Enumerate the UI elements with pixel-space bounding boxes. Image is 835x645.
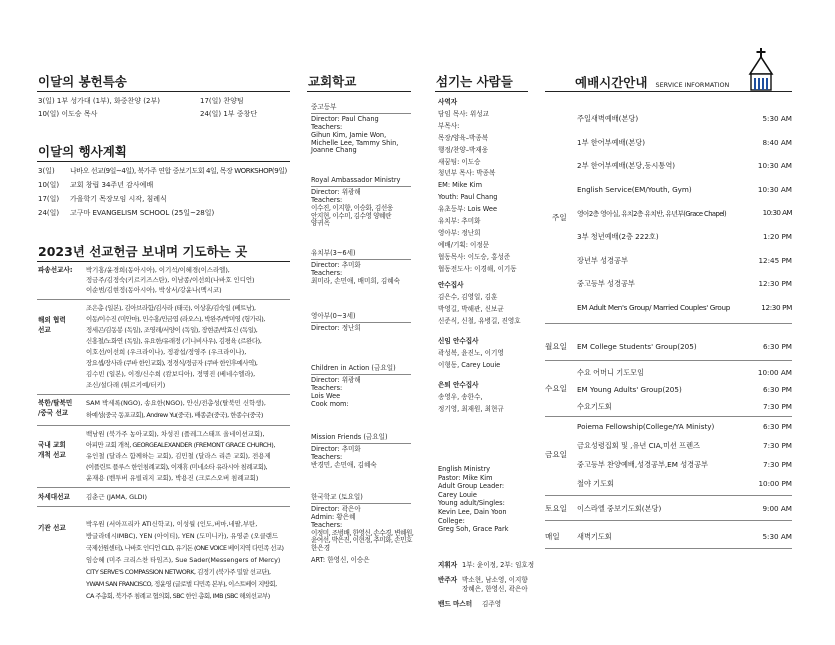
row-divider xyxy=(545,416,792,417)
service-time: 8:40 AM xyxy=(762,138,792,147)
service-name: English Service(EM/Youth, Gym) xyxy=(577,185,692,194)
section-title: 중고등부 xyxy=(311,103,337,111)
service-item: 3(일) 1부 성가대 (1부), 화중찬양 (2부) xyxy=(38,97,160,105)
service-time: 10:30 AM xyxy=(757,185,792,194)
school-section xyxy=(311,249,413,286)
section-title: 영아부(0~3세) xyxy=(311,312,356,320)
schedule-title-en: SERVICE INFORMATION xyxy=(655,81,730,89)
mission-line: 박기홍/윤경희(동아시아), 이기석/이혜경(이스라엘), xyxy=(86,266,230,274)
service-time: 10:00 AM xyxy=(757,368,792,377)
staff-line: Carey Louie xyxy=(438,490,477,499)
service-name: EM College Students' Group(205) xyxy=(577,342,697,351)
mission-line: 윤재용 (벤투버 유빌리지 교회), 박용진 (크로스오버 침례교회) xyxy=(86,474,259,482)
footer-text: 장혜은, 한영신, 곽은아 xyxy=(462,585,528,593)
service-time: 1:20 PM xyxy=(763,232,792,241)
divider xyxy=(435,91,528,92)
service-name: 철야 기도회 xyxy=(577,479,615,488)
section-title: 한국학교 (토요일) xyxy=(311,493,363,501)
service-time: 7:30 PM xyxy=(763,402,792,411)
schedule-row xyxy=(577,422,792,431)
mission-label: 차세대선교 xyxy=(38,493,70,501)
school-title: 교회학교 xyxy=(308,74,357,89)
church-icon xyxy=(748,48,774,92)
mission-label: 국내 교회 xyxy=(38,441,66,449)
schedule-row xyxy=(577,208,792,218)
section-line: Michelle Lee, Tammy Shin, xyxy=(311,138,399,147)
mission-label: 선교 xyxy=(38,326,51,334)
divider xyxy=(37,91,290,92)
footer-text: 박소현, 남소영, 이지향 xyxy=(462,576,528,584)
staff-line: Adult Group Leader: xyxy=(438,482,505,491)
mission-label: 기관 선교 xyxy=(38,524,66,532)
section-line: 한은경 xyxy=(311,544,331,553)
service-name: 새벽기도회 xyxy=(577,532,612,541)
section-line: 반경민, 손민애, 김혜숙 xyxy=(311,460,377,469)
schedule-title-ko: 예배시간안내 xyxy=(575,75,648,90)
schedule-row xyxy=(577,138,792,148)
schedule-row xyxy=(577,185,792,194)
school-section xyxy=(311,493,413,565)
day-label: 매일 xyxy=(545,532,560,541)
service-time: 6:30 PM xyxy=(763,385,792,394)
service-time: 5:30 AM xyxy=(762,114,792,123)
day-label: 수요일 xyxy=(545,384,568,393)
staff-line: 김은수, 김영일, 김훈 xyxy=(438,292,498,301)
footer-text: 김주영 xyxy=(482,600,502,608)
section-line: Lois Wee xyxy=(311,391,341,400)
service-time: 12:30 PM xyxy=(761,303,792,312)
staff-line: Youth: Paul Chang xyxy=(438,193,498,202)
staff-line: 새꿈팀: 이도승 xyxy=(438,157,481,166)
staff-line: 청년부 목사: 박종복 xyxy=(438,169,496,178)
section-line: Teachers: xyxy=(311,453,343,461)
staff-line: Kevin Lee, Dain Yoon xyxy=(438,507,507,516)
staff-line: 예배/기획: 이정문 xyxy=(438,240,490,249)
staff-line: College: xyxy=(438,516,465,525)
row-divider xyxy=(37,394,290,395)
section-line: Director: 정난희 xyxy=(311,324,361,333)
mission-line: CITY SERVE'S COMPASSION NETWORK, 김정기 (북가주 밀알 선교단), xyxy=(86,568,271,576)
english-ministry xyxy=(438,465,509,534)
service-item: 17(일) 찬양팀 xyxy=(200,97,244,105)
staff-line: 유치부: 추미화 xyxy=(438,217,481,226)
mission-line: 김춘근 (JAMA, GLDI) xyxy=(86,493,147,501)
schedule-row xyxy=(577,256,792,266)
staff-line: 정기영, 최재원, 최현규 xyxy=(438,404,504,413)
row-divider xyxy=(545,548,792,549)
row-divider xyxy=(37,299,290,300)
mission-label: 파송선교사: xyxy=(38,266,73,274)
service-item: 24(일) 1부 중창단 xyxy=(200,110,258,118)
service-time: 7:30 PM xyxy=(763,460,792,469)
schedule-row xyxy=(577,161,792,171)
service-name: 2부 한어부예배(본당,동시통역) xyxy=(577,161,676,170)
footer-label: 밴드 마스터 xyxy=(438,600,473,608)
mission-line: 박우원 (서아프리카 ATI신학교), 이성월 (인도,버마,네팔,부탄, xyxy=(86,520,258,528)
event-text: 가을학기 목장모임 시작, 침례식 xyxy=(70,195,167,203)
section-line: Teachers: xyxy=(311,384,343,392)
mission-label: 개척 선교 xyxy=(38,451,66,459)
mission-line: 이순범/김현정(동아시아), 박상서/강윤나(멕시코) xyxy=(86,286,222,294)
schedule-row xyxy=(577,279,792,289)
section-title: Children in Action (금요일) xyxy=(311,364,396,372)
group-head: 은퇴 안수집사 xyxy=(438,381,479,389)
service-name: 금요성령집회 및 ,유년 CIA,미션 프렌즈 xyxy=(577,441,700,450)
mission-line: 임승혜 (미주 크리스찬 타임즈), Sue Sader(Messengers of Mercy) xyxy=(86,556,281,564)
service-time: 5:30 AM xyxy=(762,532,792,541)
service-time: 7:30 PM xyxy=(763,441,792,450)
service-time: 10:30 AM xyxy=(762,208,792,217)
group-head: 사역자 xyxy=(438,98,458,106)
schedule-row xyxy=(577,479,792,489)
event-text: 교회 창립 34주년 감사예배 xyxy=(70,181,154,189)
service-name: 장년부 성경공부 xyxy=(577,256,628,265)
event-date: 10(일) xyxy=(38,181,60,189)
section-title: Royal Ambassador Ministry xyxy=(311,176,401,184)
row-divider xyxy=(37,487,290,488)
service-name: 1부 한어부예배(본당) xyxy=(577,138,646,147)
schedule-row xyxy=(577,232,792,242)
event-text: 고구마 EVANGELISM SCHOOL (25일~28일) xyxy=(70,209,215,217)
section-line: Director: 추미화 xyxy=(311,261,361,270)
section-line: Director: 위광해 xyxy=(311,376,361,385)
staff-line: 신준식, 신철, 유병길, 진영호 xyxy=(438,316,521,325)
event-text: 나바오 선교(9일~4일), 북가주 연합 중보기도회 4일, 목장 WORKSHOP(9일) xyxy=(70,167,287,175)
service-name: 3부 청년예배(2층 222호) xyxy=(577,232,659,241)
service-time: 6:30 PM xyxy=(763,422,792,431)
mission-line: 조신/설다래 (튀르키예/터키) xyxy=(86,381,166,389)
schedule-row xyxy=(577,441,792,451)
school-section xyxy=(311,103,413,155)
section-line: ART: 한영신, 이승은 xyxy=(311,555,370,564)
group-head: 안수집사 xyxy=(438,281,464,289)
section-line: Admin: 황은혜 xyxy=(311,513,356,521)
schedule-row xyxy=(577,385,792,394)
section-line: 이정미, 조범배, 한영신, 손수경, 변혜원, xyxy=(311,528,414,537)
schedule-title xyxy=(575,72,729,91)
mission-line: 조은총 (일본), 김아브라함/김사라 (태국), 이상훈/김숙일 (베트남), xyxy=(86,304,256,312)
service-name: 수요 어머니 기도모임 xyxy=(577,368,645,377)
school-section xyxy=(311,176,413,228)
mission-label: /중국 선교 xyxy=(38,409,69,417)
schedule-row xyxy=(577,402,792,412)
section-line: Teachers: xyxy=(311,196,343,204)
section-divider xyxy=(311,374,411,375)
day-label: 토요일 xyxy=(545,504,568,513)
servers-title: 섬기는 사람들 xyxy=(436,74,513,89)
staff-group xyxy=(438,97,517,276)
staff-line: 목장/양육–박종복 xyxy=(438,133,489,142)
services-title: 이달의 봉헌특송 xyxy=(38,74,127,89)
mission-line: 신홍철/노화연 (독일), 유요한/유래정 (기니비사우), 김평육 (르완다), xyxy=(86,337,262,345)
section-line: Director: 위광해 xyxy=(311,188,361,197)
school-section xyxy=(311,433,413,470)
row-divider xyxy=(545,360,792,361)
row-divider xyxy=(37,425,290,426)
service-name: 영아2층 영아실, 유치2층 유치반, 유년부(Grace Chapel) xyxy=(577,210,727,218)
service-time: 6:30 PM xyxy=(763,342,792,351)
event-date: 3(일) xyxy=(38,167,55,175)
section-line: 이수진, 이지향, 이승화, 김선웅 xyxy=(311,203,393,212)
service-name: EM Young Adults' Group(205) xyxy=(577,385,682,394)
service-time: 9:00 AM xyxy=(762,504,792,513)
service-name: EM Adult Men's Group/ Married Couples' Group xyxy=(577,303,730,312)
mission-line: 이호선/이선희 (우크라이나), 정광섭/정영주 (우크라이나), xyxy=(86,348,247,356)
section-line: 최미라, 손민애, 배미희, 김혜숙 xyxy=(311,276,401,285)
section-title: 유치부(3~6세) xyxy=(311,249,356,257)
section-divider xyxy=(311,259,411,260)
service-item: 10(일) 이도승 목사 xyxy=(38,110,98,118)
section-line: Cook mom: xyxy=(311,399,349,408)
schedule-row xyxy=(577,532,792,542)
mission-label: 해외 협력 xyxy=(38,316,66,324)
section-divider xyxy=(311,113,411,114)
staff-line: 영아부: 정난희 xyxy=(438,228,481,237)
group-head: 신임 안수집사 xyxy=(438,337,479,345)
staff-line: 유초등부: Lois Wee xyxy=(438,205,497,214)
mission-line: SAM 박세록(NGO), 송요한(NGO), 안신/전총성(탈북민 신학생), xyxy=(86,399,266,407)
event-date: 24(일) xyxy=(38,209,60,217)
service-time: 12:30 PM xyxy=(758,279,792,288)
row-divider xyxy=(545,520,792,521)
section-line: Teachers: xyxy=(311,269,343,277)
mission-line: 백남원 (북가주 농아교회), 차성진 (플레그스태프 올네이션교회), xyxy=(86,430,265,438)
staff-line: Pastor: Mike Kim xyxy=(438,473,493,482)
mission-line: 장요셉/장사라 (쿠바 한인교회), 정경식/정금자 (쿠바 한인후예사역), xyxy=(86,359,258,367)
staff-line: 협동전도사: 이경해, 이기동 xyxy=(438,264,517,273)
section-divider xyxy=(311,443,411,444)
divider xyxy=(37,261,290,262)
row-divider xyxy=(545,495,792,496)
staff-line: EM: Mike Kim xyxy=(438,181,483,190)
staff-line: 이형동, Carey Louie xyxy=(438,360,501,369)
mission-line: (이플린트 플루스 한인침례교회), 이재휴 (미네소타 유라시아 침례교회), xyxy=(86,463,268,471)
row-divider xyxy=(545,323,792,324)
mission-line: 정세곤/김동봉 (독일), 조영래/서양이 (독일), 장현준/박효신 (독일), xyxy=(86,326,258,334)
section-line: Teachers: xyxy=(311,520,343,529)
mission-line: 하예성(중국 동포교회), Andrew Yu(중국), 배종준(중국), 한종수(중국) xyxy=(86,411,263,419)
service-name: Poiema Fellowship(College/YA Ministy) xyxy=(577,422,715,431)
group-head: English Ministry xyxy=(438,465,491,473)
mission-line: 정금주/김정숙(키르키즈스탄), 이남종/이선희(나바호 인디언) xyxy=(86,276,255,284)
service-time: 12:45 PM xyxy=(758,256,792,265)
mission-line: 유인철 (달라스 함께하는 교회), 김민철 (달라스 리즌 교회), 전용제 xyxy=(86,452,271,460)
events-title: 이달의 행사계획 xyxy=(38,144,127,159)
footer-text: 1부: 윤이정, 2부: 임호정 xyxy=(462,561,535,569)
staff-line: 담임 목사: 위성교 xyxy=(438,109,490,118)
staff-line: 박영길, 박해관, 신보균 xyxy=(438,304,504,313)
footer-label: 반주자 xyxy=(438,576,458,584)
staff-line: 행정/찬양–박재웅 xyxy=(438,145,489,154)
schedule-row xyxy=(577,460,792,470)
school-section xyxy=(311,364,413,408)
schedule-row xyxy=(577,342,792,351)
service-name: 수요기도회 xyxy=(577,402,612,411)
section-title: Mission Friends (금요일) xyxy=(311,433,388,441)
schedule-row xyxy=(577,114,792,124)
section-divider xyxy=(311,186,411,187)
divider xyxy=(307,91,411,92)
mission-line: YWAM SAN FRANCISCO, 정윤영 (글로벌 디민족 본부), 이스트베이 지방회, xyxy=(86,580,277,588)
service-name: 중고등부 성경공부 xyxy=(577,279,635,288)
staff-line: 송영우, 송한수, xyxy=(438,392,483,401)
schedule-row xyxy=(577,368,792,378)
row-divider xyxy=(37,506,290,507)
section-line: 양귀옥 xyxy=(311,219,331,228)
section-line: 윤여선, 박은진, 이현정, 추미화, 손민호 xyxy=(311,536,412,545)
mission-line: 아피만 교회 개척, GEORGEALEXANDER (FREMONT GRACE CHURCH), xyxy=(86,441,275,449)
mission-line: CA 주총회, 북가주 침례교 협의회, SBC 한인 총회, IMB (SBC 해외선교부) xyxy=(86,592,270,600)
service-time: 10:30 AM xyxy=(757,161,792,170)
mission-line: 방글라데시IMBC), YEN (아이티), YEN (도미니카), 유영준 (오클랜드 xyxy=(86,532,279,540)
section-line: Teachers: xyxy=(311,123,343,131)
staff-group xyxy=(438,380,504,416)
schedule-row xyxy=(577,504,792,514)
service-name: 중고등부 찬양예배,성경공부,EM 성경공부 xyxy=(577,460,708,469)
section-line: Director: 추미화 xyxy=(311,445,361,454)
mission-label: 북한/탈북민 xyxy=(38,399,73,407)
day-label: 금요일 xyxy=(545,450,568,459)
staff-group xyxy=(438,336,504,372)
mission-line: 이동/이수진 (미안마), 민수홍/민금엽 (라오스), 박완주/박미영 (헝가리), xyxy=(86,315,265,323)
divider xyxy=(545,91,792,92)
footer-label: 지휘자 xyxy=(438,561,458,569)
staff-group xyxy=(438,280,521,328)
staff-line: 협동목사: 이도승, 홍성준 xyxy=(438,252,511,261)
school-section xyxy=(311,312,413,333)
staff-line: 부목사: xyxy=(438,121,460,130)
mission-line: 김수빈 (일본), 이경/신수희 (캄보디아), 정명진 (베네수엘라), xyxy=(86,370,256,378)
service-name: 이스라엘 중보기도회(본당) xyxy=(577,504,662,513)
service-name: 주일새벽예배(본당) xyxy=(577,114,639,123)
section-divider xyxy=(311,322,411,323)
section-line: Joanne Chang xyxy=(311,146,357,155)
divider xyxy=(37,161,290,162)
section-line: 안지현, 이수미, 김수영 양혜란 xyxy=(311,211,392,220)
event-date: 17(일) xyxy=(38,195,60,203)
section-line: Director: 곽은아 xyxy=(311,505,361,514)
staff-line: Young adult/Singles: xyxy=(438,499,505,508)
staff-line: 곽성복, 윤진노, 이기영 xyxy=(438,348,504,357)
day-label: 주일 xyxy=(552,213,567,222)
section-divider xyxy=(311,503,411,504)
section-line: Director: Paul Chang xyxy=(311,115,379,124)
section-line: Gihun Kim, Jamie Won, xyxy=(311,130,387,139)
mission-title: 2023년 선교헌금 보내며 기도하는 곳 xyxy=(38,244,248,259)
schedule-row xyxy=(577,303,792,312)
staff-line: Greg Soh, Grace Park xyxy=(438,525,509,534)
service-time: 10:00 PM xyxy=(758,479,792,488)
mission-line: 국제선원센터), 나바호 인디언 CLD, 유기돈 (ONE VOICE 베이지역 다민족 선교) xyxy=(86,544,284,552)
day-label: 월요일 xyxy=(545,342,568,351)
